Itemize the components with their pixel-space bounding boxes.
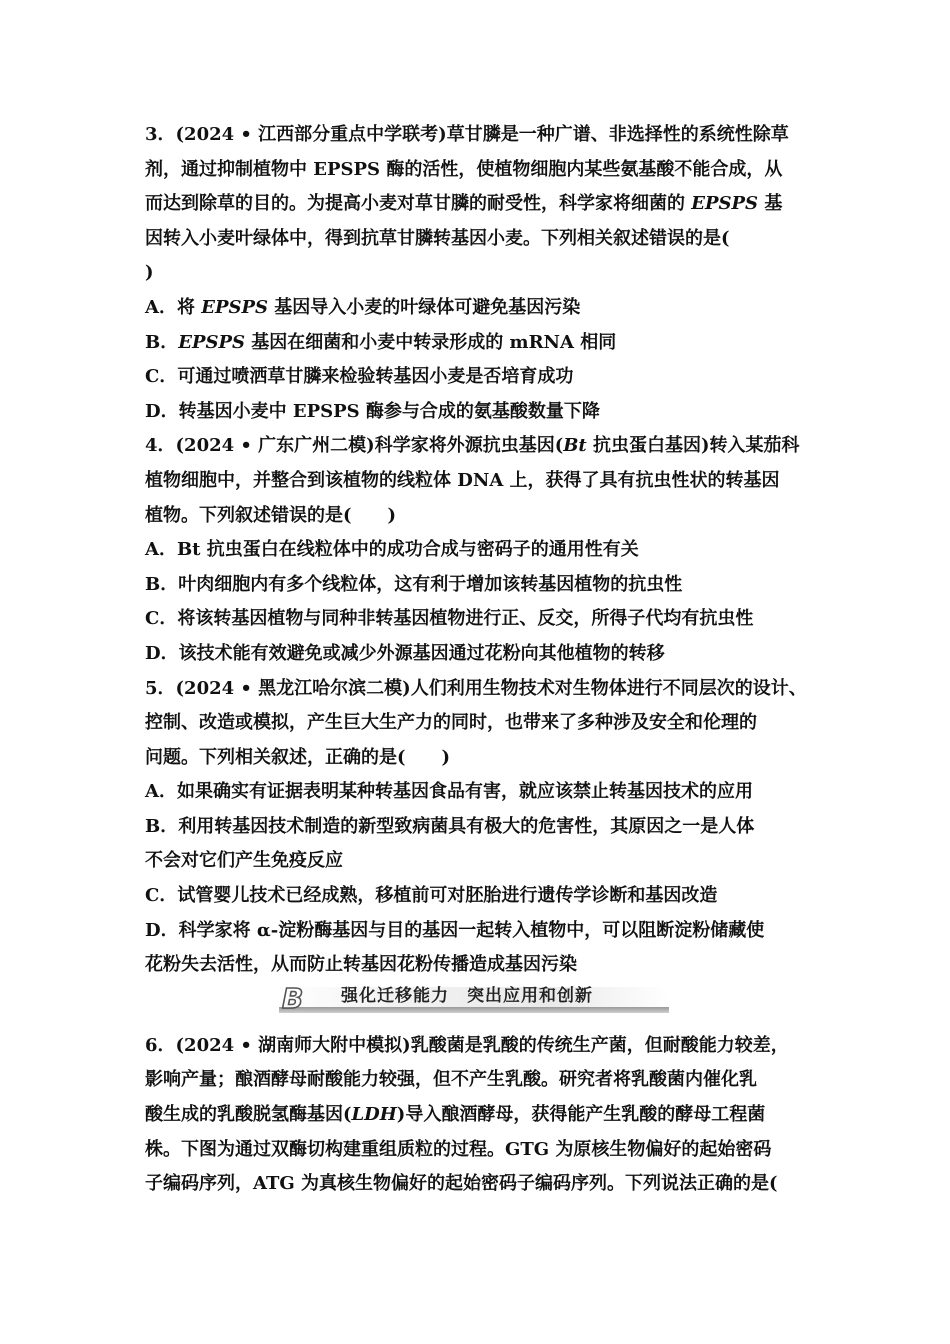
q4-option-c: C．将该转基因植物与同种非转基因植物进行正、反交，所得子代均有抗虫性 [145, 608, 754, 630]
q6-stem-line-1: 6．(2024 • 湖南师大附中模拟)乳酸菌是乳酸的传统生产菌，但耐酸能力较差， [145, 1034, 789, 1056]
q3-stem-text: 而达到除草的目的。为提高小麦对草甘膦的耐受性，科学家将细菌的 [145, 193, 692, 215]
q5-option-c: C．试管婴儿技术已经成熟，移植前可对胚胎进行遗传学诊断和基因改造 [145, 885, 718, 907]
q6-stem-text: 酸生成的乳酸脱氢酶基因( [145, 1104, 352, 1126]
q3-stem-line-2: 剂，通过抑制植物中 EPSPS 酶的活性，使植物细胞内某些氨基酸不能合成，从 [145, 158, 783, 180]
q4-option-d: D．该技术能有效避免或减少外源基因通过花粉向其他植物的转移 [145, 642, 665, 664]
q6-gene-name: LDH [351, 1104, 397, 1126]
banner-title: 强化迁移能力 突出应用和创新 [341, 985, 593, 1006]
q3-gene-name: EPSPS [691, 193, 759, 215]
q3-stem-line-3 [145, 187, 817, 222]
q3-option-b-text: 基因在细菌和小麦中转录形成的 mRNA 相同 [245, 331, 617, 353]
q4-option-a: A．Bt 抗虫蛋白在线粒体中的成功合成与密码子的通用性有关 [145, 539, 639, 561]
q6-stem-line-4: 株。下图为通过双酶切构建重组质粒的过程。GTG 为原核生物偏好的起始密码 [145, 1138, 772, 1160]
q5-option-b-line-2: 不会对它们产生免疫反应 [145, 850, 343, 872]
q3-option-a-text: 基因导入小麦的叶绿体可避免基因污染 [268, 296, 581, 318]
q3-stem-line-5: ) [145, 262, 154, 284]
svg-text:B: B [282, 982, 304, 1013]
q6-stem-line-2: 影响产量；酿酒酵母耐酸能力较强，但不产生乳酸。研究者将乳酸菌内催化乳 [145, 1069, 757, 1091]
q6-stem-text: )导入酿酒酵母，获得能产生乳酸的酵母工程菌 [396, 1104, 766, 1126]
q3-gene-name: EPSPS [201, 296, 269, 318]
q5-stem-line-3: 问题。下列相关叙述，正确的是( ) [145, 746, 451, 768]
q6-stem-line-5: 子编码序列，ATG 为真核生物偏好的起始密码子编码序列。下列说法正确的是( [145, 1173, 778, 1195]
section-banner [145, 983, 817, 1029]
q4-gene-name: Bt [563, 435, 587, 457]
q5-option-d-line-1: D．科学家将 α-淀粉酶基因与目的基因一起转入植物中，可以阻断淀粉储藏使 [145, 919, 765, 941]
q3-option-d: D．转基因小麦中 EPSPS 酶参与合成的氨基酸数量下降 [145, 400, 600, 422]
q4-stem-line-1 [145, 429, 817, 464]
q3-gene-name: EPSPS [178, 331, 246, 353]
q4-option-b: B．叶肉细胞内有多个线粒体，这有利于增加该转基因植物的抗虫性 [145, 573, 683, 595]
q3-option-b-text: B． [145, 331, 179, 353]
q5-option-b-line-1: B．利用转基因技术制造的新型致病菌具有极大的危害性，其原因之一是人体 [145, 815, 755, 837]
q3-option-c: C．可通过喷洒草甘膦来检验转基因小麦是否培育成功 [145, 366, 574, 388]
q3-option-a [145, 291, 817, 326]
q3-stem-line-1: 3．(2024 • 江西部分重点中学联考)草甘膦是一种广谱、非选择性的系统性除草 [145, 124, 789, 145]
q4-stem-text: 4．(2024 • 广东广州二模)科学家将外源抗虫基因( [145, 435, 564, 457]
banner-letter-b-icon [279, 983, 315, 1013]
q5-option-d-line-2: 花粉失去活性，从而防止转基因花粉传播造成基因污染 [145, 954, 577, 976]
q5-option-a: A．如果确实有证据表明某种转基因食品有害，就应该禁止转基因技术的应用 [145, 781, 753, 803]
q5-stem-line-2: 控制、改造或模拟，产生巨大生产力的同时，也带来了多种涉及安全和伦理的 [145, 712, 757, 734]
q3-option-a-text: A．将 [145, 296, 202, 318]
q3-stem-line-4: 因转入小麦叶绿体中，得到抗草甘膦转基因小麦。下列相关叙述错误的是( [145, 227, 730, 249]
q4-stem-line-2: 植物细胞中，并整合到该植物的线粒体 DNA 上，获得了具有抗虫性状的转基因 [145, 469, 780, 491]
q5-stem-line-1: 5．(2024 • 黑龙江哈尔滨二模)人们利用生物技术对生物体进行不同层次的设计、 [145, 677, 807, 699]
q4-stem-text: 抗虫蛋白基因)转入某茄科 [586, 435, 800, 457]
document-body [145, 118, 817, 1202]
q3-stem-text: 基 [758, 193, 783, 215]
q4-stem-line-3: 植物。下列叙述错误的是( ) [145, 504, 397, 526]
q3-option-b [145, 326, 817, 361]
q6-stem-line-3 [145, 1098, 817, 1133]
banner-graphic [279, 982, 669, 1017]
